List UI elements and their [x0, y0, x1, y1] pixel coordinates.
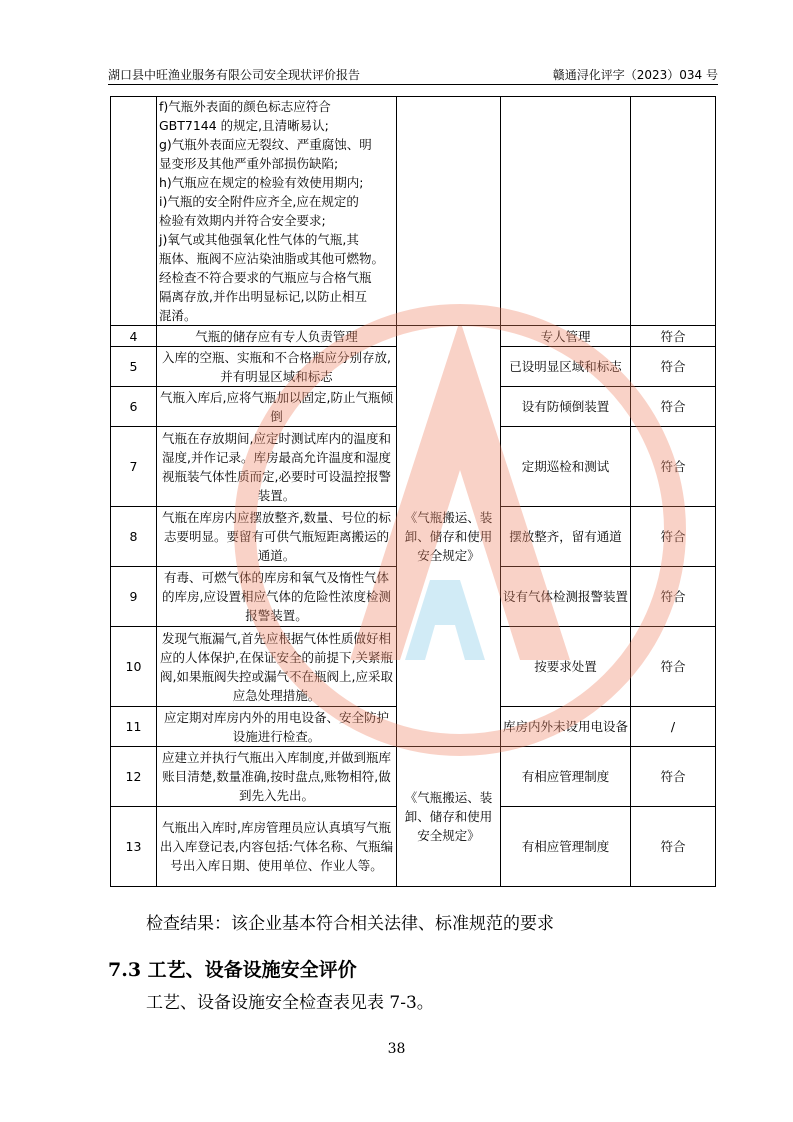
row-result: 符合 [631, 747, 716, 807]
item-line: 检验有效期内并符合安全要求; [159, 213, 326, 228]
row-item: 应定期对库房内外的用电设备、安全防护设施进行检查。 [157, 707, 397, 747]
row-status: 有相应管理制度 [501, 747, 631, 807]
row-result: 符合 [631, 427, 716, 507]
row-item: 气瓶在库房内应摆放整齐,数量、号位的标志要明显。要留有可供气瓶短距离搬运的通道。 [157, 507, 397, 567]
row-result: 符合 [631, 347, 716, 387]
row-basis: 《气瓶搬运、装卸、储存和使用安全规定》 [397, 747, 501, 887]
row-item: 应建立并执行气瓶出入库制度,并做到瓶库账目清楚,数量准确,按时盘点,账物相符,做到先入先出。 [157, 747, 397, 807]
row-item-cell [157, 97, 397, 326]
item-line: g)气瓶外表面应无裂纹、严重腐蚀、明 [159, 137, 372, 152]
row-number: 12 [111, 747, 157, 807]
item-line: GBT7144 的规定,且清晰易认; [159, 118, 329, 133]
row-item: 气瓶在存放期间,应定时测试库内的温度和湿度,并作记录。库房最高允许温度和湿度视瓶装气体性质而定,必要时可设温控报警装置。 [157, 427, 397, 507]
row-number: 4 [111, 326, 157, 347]
row-number: 5 [111, 347, 157, 387]
inspection-conclusion: 检查结果：该企业基本符合相关法律、标准规范的要求 [146, 914, 554, 934]
item-line: i)气瓶的安全附件应齐全,应在规定的 [159, 194, 359, 209]
row-status: 设有气体检测报警装置 [501, 567, 631, 627]
row-result: 符合 [631, 807, 716, 887]
item-line: h)气瓶应在规定的检验有效使用期内; [159, 175, 364, 190]
row-result: 符合 [631, 326, 716, 347]
row-item: 气瓶的储存应有专人负责管理 [157, 326, 397, 347]
row-number: 9 [111, 567, 157, 627]
row-number: 6 [111, 387, 157, 427]
row-result: 符合 [631, 507, 716, 567]
table-row [111, 97, 716, 326]
row-status: 库房内外未设用电设备 [501, 707, 631, 747]
item-line: 显变形及其他严重外部损伤缺陷; [159, 156, 339, 171]
row-status: 摆放整齐，留有通道 [501, 507, 631, 567]
row-item: 气瓶入库后,应将气瓶加以固定,防止气瓶倾倒 [157, 387, 397, 427]
row-status: 有相应管理制度 [501, 807, 631, 887]
table-row [111, 747, 716, 807]
row-result: 符合 [631, 387, 716, 427]
row-result: 符合 [631, 627, 716, 707]
row-number-cell [111, 97, 157, 326]
row-number: 11 [111, 707, 157, 747]
inspection-table [110, 96, 716, 887]
item-line: 瓶体、瓶阀不应沾染油脂或其他可燃物。 [159, 251, 385, 266]
row-status: 设有防倾倒装置 [501, 387, 631, 427]
row-status: 已设明显区域和标志 [501, 347, 631, 387]
item-line: 混淆。 [159, 308, 197, 323]
row-basis: 《气瓶搬运、装卸、储存和使用安全规定》 [397, 326, 501, 747]
row-result: / [631, 707, 716, 747]
table-row [111, 326, 716, 347]
page-header [108, 64, 718, 85]
row-item: 入库的空瓶、实瓶和不合格瓶应分别存放,并有明显区域和标志 [157, 347, 397, 387]
item-line: f)气瓶外表面的颜色标志应符合 [159, 99, 331, 114]
row-item: 有毒、可燃气体的库房和氧气及惰性气体的库房,应设置相应气体的危险性浓度检测报警装置。 [157, 567, 397, 627]
item-line: j)氧气或其他强氧化性气体的气瓶,其 [159, 232, 359, 247]
row-basis-cell [397, 97, 501, 326]
row-item: 发现气瓶漏气,首先应根据气体性质做好相应的人体保护,在保证安全的前提下,关紧瓶阀,如果瓶阀失控或漏气不在瓶阀上,应采取应急处理措施。 [157, 627, 397, 707]
header-report-number: 赣通浔化评字（2023）034 号 [552, 68, 718, 82]
row-number: 13 [111, 807, 157, 887]
row-number: 10 [111, 627, 157, 707]
section-intro: 工艺、设备设施安全检查表见表 7-3。 [146, 993, 434, 1013]
row-result: 符合 [631, 567, 716, 627]
row-status: 按要求处置 [501, 627, 631, 707]
row-status: 定期巡检和测试 [501, 427, 631, 507]
row-status: 专人管理 [501, 326, 631, 347]
row-number: 7 [111, 427, 157, 507]
item-line: 隔离存放,并作出明显标记,以防止相互 [159, 289, 367, 304]
row-item: 气瓶出入库时,库房管理员应认真填写气瓶出入库登记表,内容包括:气体名称、气瓶编号出入库日期、使用单位、作业人等。 [157, 807, 397, 887]
header-report-title: 湖口县中旺渔业服务有限公司安全现状评价报告 [108, 68, 361, 82]
row-number: 8 [111, 507, 157, 567]
row-status-cell [501, 97, 631, 326]
row-result-cell [631, 97, 716, 326]
item-line: 经检查不符合要求的气瓶应与合格气瓶 [159, 270, 372, 285]
page-number: 38 [387, 1041, 406, 1057]
section-heading: 7.3 工艺、设备设施安全评价 [108, 959, 357, 981]
